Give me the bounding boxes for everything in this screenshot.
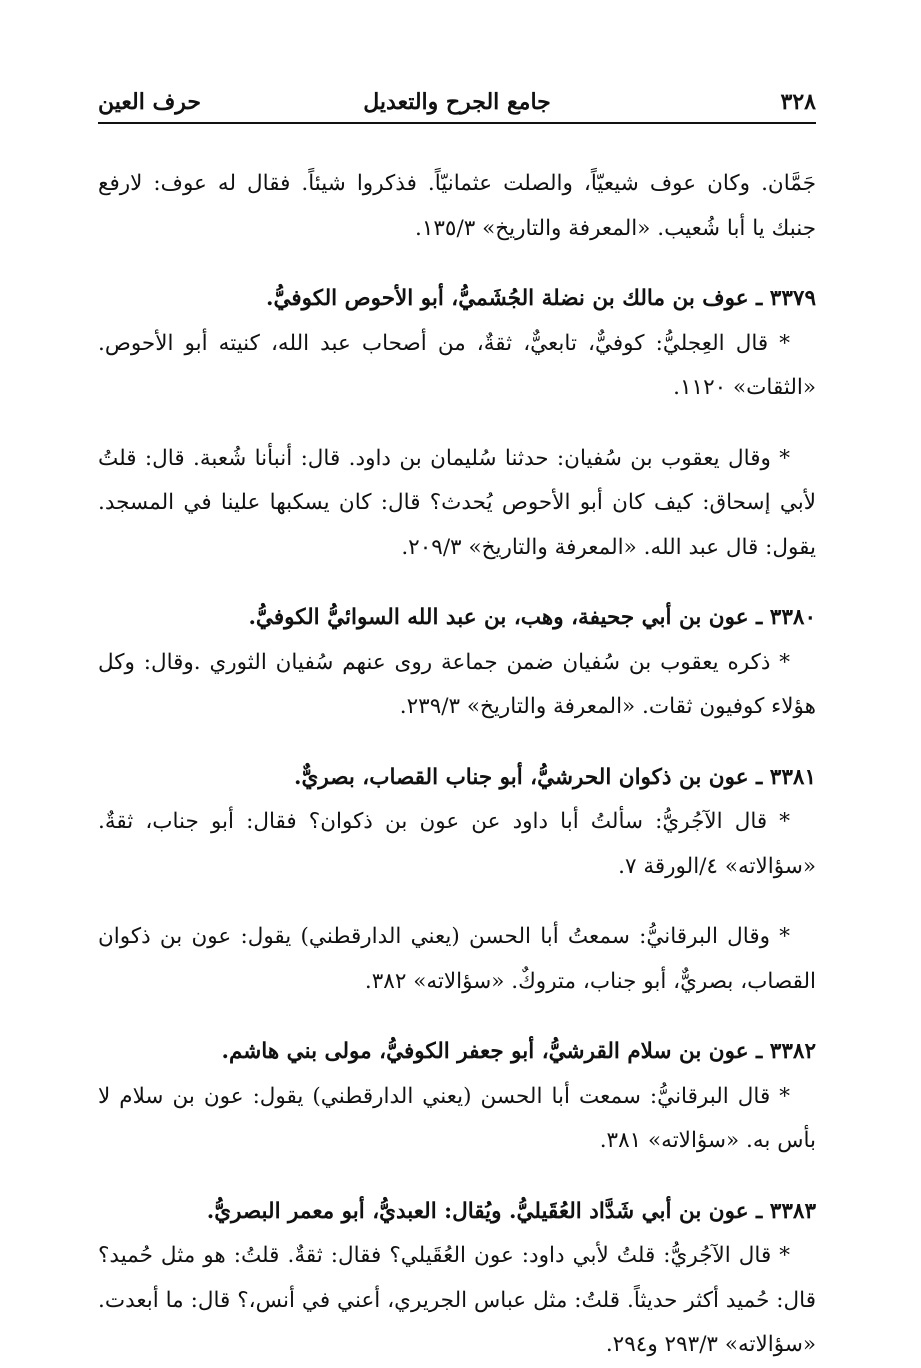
page-header bbox=[98, 82, 816, 124]
paragraph: * قال البرقانيُّ: سمعت أبا الحسن (يعني الدارقطني) يقول: عون بن سلام لا بأس به. «سؤالاته» ٣٨١. bbox=[98, 1083, 816, 1153]
page-body bbox=[98, 162, 816, 1368]
entry-heading: ٣٣٨١ ـ عون بن ذكوان الحرشيُّ، أبو جناب القصاب، بصريٌّ. bbox=[294, 764, 816, 790]
paragraph: * قال الآجُريُّ: سألتُ أبا داود عن عون بن ذكوان؟ فقال: أبو جناب، ثقةٌ. «سؤالاته» ٤/الورقة ٧. bbox=[98, 809, 816, 879]
paragraph: * قال العِجليُّ: كوفيٌّ، تابعيٌّ، ثقةٌ، من أصحاب عبد الله، كنيته أبو الأحوص. «الثقات» ١١٢٠. bbox=[98, 330, 816, 400]
paragraph: * وقال البرقانيُّ: سمعتُ أبا الحسن (يعني الدارقطني) يقول: عون بن ذكوان القصاب، بصريٌّ، أبو جناب، متروكٌ. «سؤالاته» ٣٨٢. bbox=[98, 924, 816, 994]
entry-heading: ٣٣٨٢ ـ عون بن سلام القرشيُّ، أبو جعفر الكوفيُّ، مولى بني هاشم. bbox=[221, 1039, 816, 1064]
paragraph: * وقال يعقوب بن سُفيان: حدثنا سُليمان بن داود. قال: أنبأنا شُعبة. قال: قلتُ لأبي إسحاق: كيف كان أبو الأحوص يُحدث؟ قال: كان يسكبها علينا في المسجد. يقول: قال عبد الله. «المعرفة والتاريخ» ٢٠٩/٣. bbox=[98, 445, 816, 560]
section-title: حرف العين bbox=[98, 89, 202, 115]
entry-heading: ٣٣٧٩ ـ عوف بن مالك بن نضلة الجُشَميُّ، أبو الأحوص الكوفيُّ. bbox=[265, 286, 816, 311]
page-number: ٣٢٨ bbox=[780, 89, 816, 115]
paragraph: * ذكره يعقوب بن سُفيان ضمن جماعة روى عنهم سُفيان الثوري .وقال: وكل هؤلاء كوفيون ثقات. «المعرفة والتاريخ» ٢٣٩/٣. bbox=[98, 649, 816, 719]
paragraph: جَمَّان. وكان عوف شيعيّاً، والصلت عثمانيّاً. فذكروا شيئاً. فقال له عوف: لارفع جنبك يا أبا شُعيب. «المعرفة والتاريخ» ١٣٥/٣. bbox=[98, 171, 816, 241]
paragraph: * قال الآجُريُّ: قلتُ لأبي داود: عون العُقَيلي؟ فقال: ثقةٌ. قلتُ: هو مثل حُميد؟ قال: حُميد أكثر حديثاً. قلتُ: مثل عباس الجريري، أعني في أنس،؟ قال: ما أبعدت. «سؤالاته» ٢٩٣/٣ و٢٩٤. bbox=[98, 1243, 816, 1357]
entry-heading: ٣٣٨٠ ـ عون بن أبي جحيفة، وهب، بن عبد الله السوائيُّ الكوفيُّ. bbox=[248, 605, 816, 630]
entry-heading: ٣٣٨٣ ـ عون بن أبي شَدَّاد العُقَيليُّ. ويُقال: العبديُّ، أبو معمر البصريُّ. bbox=[206, 1198, 816, 1224]
book-title: جامع الجرح والتعديل bbox=[363, 89, 551, 115]
